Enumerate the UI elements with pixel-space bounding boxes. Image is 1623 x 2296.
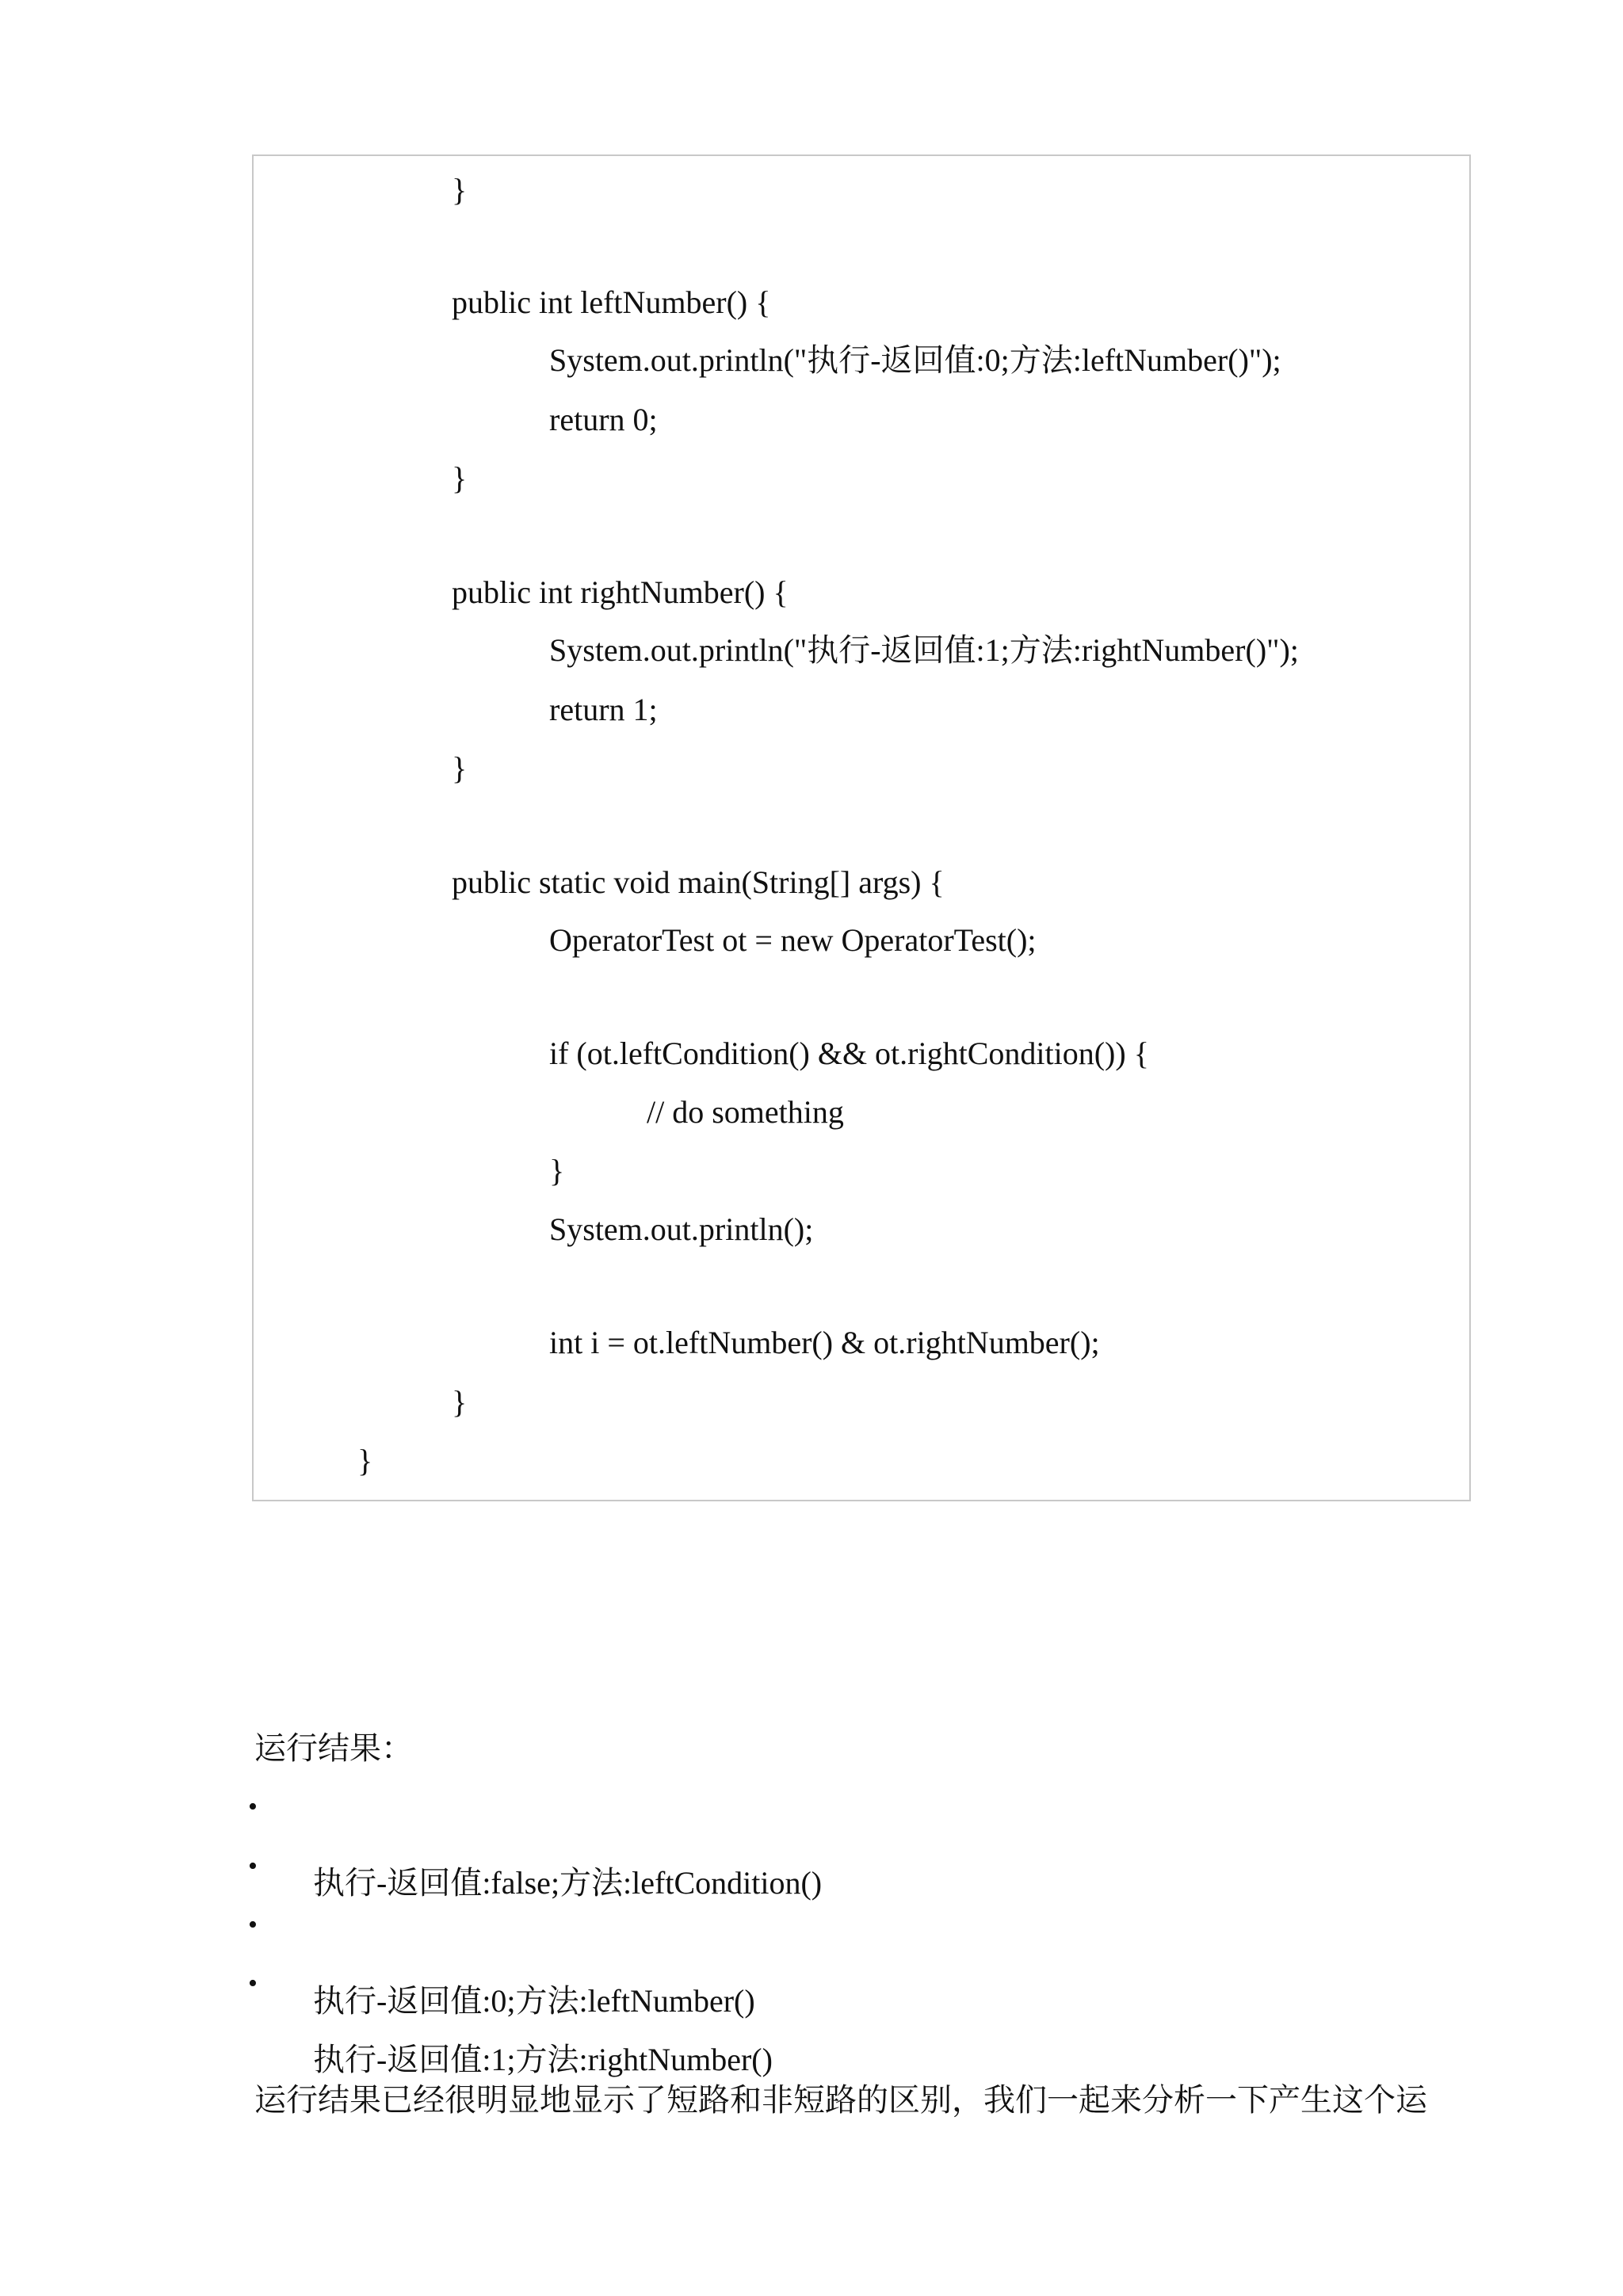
code-line: } bbox=[452, 750, 468, 786]
code-line: } bbox=[452, 460, 468, 496]
bullet-icon: • bbox=[248, 1969, 258, 1998]
code-line: System.out.println("执行-返回值:0;方法:leftNumber()"); bbox=[549, 342, 1281, 378]
result-text: 执行-返回值:false;方法:leftCondition() bbox=[313, 1865, 823, 1901]
result-text: 执行-返回值:0;方法:leftNumber() bbox=[313, 1983, 755, 2019]
result-text: 执行-返回值:1;方法:rightNumber() bbox=[313, 2042, 773, 2077]
code-line: System.out.println(); bbox=[549, 1211, 814, 1247]
code-line: int i = ot.leftNumber() & ot.rightNumber(); bbox=[549, 1325, 1100, 1360]
bullet-icon: • bbox=[248, 1910, 258, 1939]
code-line: public int rightNumber() { bbox=[452, 574, 789, 610]
code-line: if (ot.leftCondition() && ot.rightCondition()) { bbox=[549, 1035, 1149, 1071]
code-line: } bbox=[549, 1153, 565, 1188]
code-line: // do something bbox=[647, 1094, 844, 1130]
code-line: public static void main(String[] args) { bbox=[452, 864, 945, 900]
code-line: OperatorTest ot = new OperatorTest(); bbox=[549, 922, 1037, 958]
body-paragraph: 运行结果已经很明显地显示了短路和非短路的区别，我们一起来分析一下产生这个运 bbox=[254, 2082, 1427, 2118]
code-line: System.out.println("执行-返回值:1;方法:rightNumber()"); bbox=[549, 632, 1299, 668]
bullet-icon: • bbox=[248, 1792, 258, 1821]
code-line: public int leftNumber() { bbox=[452, 284, 771, 320]
code-line: } bbox=[452, 172, 468, 208]
code-line: } bbox=[452, 1384, 468, 1420]
code-line: return 1; bbox=[549, 692, 658, 727]
code-line: } bbox=[357, 1443, 373, 1478]
code-line: return 0; bbox=[549, 402, 658, 437]
results-heading: 运行结果： bbox=[254, 1730, 413, 1766]
bullet-icon: • bbox=[248, 1852, 258, 1881]
